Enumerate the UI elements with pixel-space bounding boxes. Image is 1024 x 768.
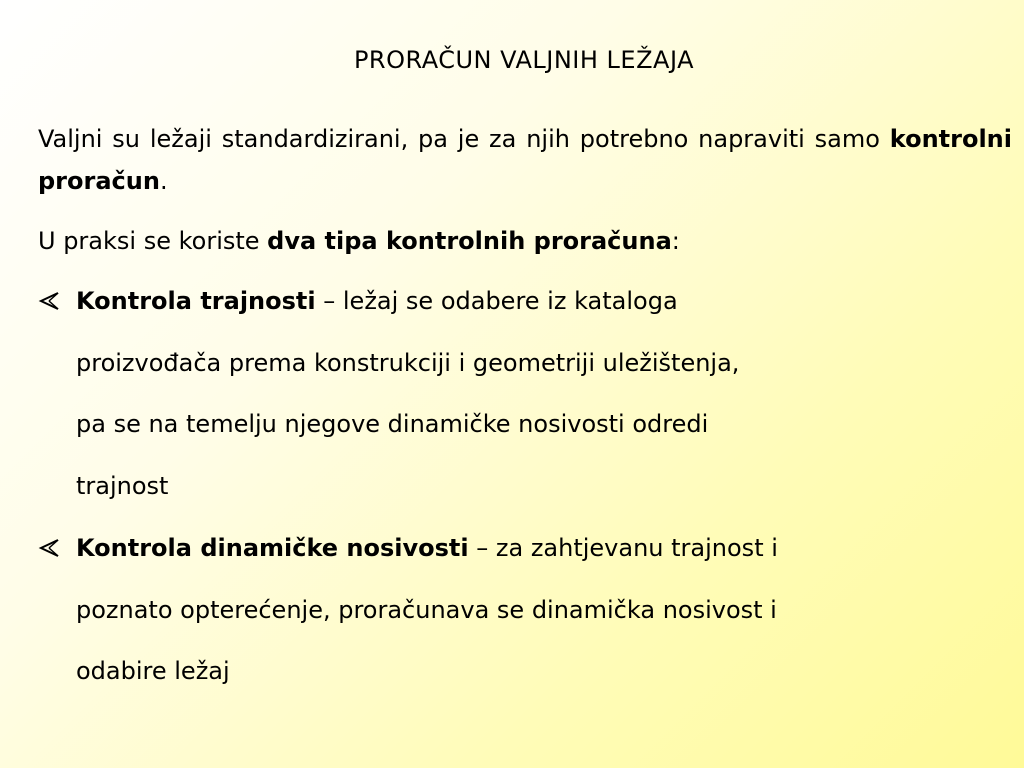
bullet-continuation-line: pa se na temelju njegove dinamičke nosivosti odredi (76, 410, 709, 438)
bullet-text: – ležaj se odabere iz kataloga (315, 287, 678, 315)
arrow-bullet-icon (38, 518, 76, 580)
types-paragraph (38, 220, 1012, 262)
bullet-durability-control (38, 271, 1012, 517)
bullet-text: – za zahtjevanu trajnost i (468, 534, 778, 562)
intro-text: Valjni su ležaji standardizirani, pa je za njih potrebno napraviti samo (38, 125, 890, 153)
bullet-line (38, 271, 1012, 333)
types-text: U praksi se koriste (38, 227, 268, 255)
bullet-dynamic-capacity-control (38, 518, 1012, 703)
bullet-line (38, 518, 1012, 580)
bullet-bold-text: Kontrola dinamičke nosivosti (76, 534, 469, 562)
bullet-bold-text: Kontrola trajnosti (76, 287, 316, 315)
intro-bold-text: kontrolni proračun (38, 125, 1012, 195)
intro-paragraph (38, 118, 1012, 202)
bullet-continuation-line: odabire ležaj (76, 657, 230, 685)
slide-title: PRORAČUN VALJNIH LEŽAJA (353, 46, 695, 74)
intro-end: . (159, 167, 168, 195)
arrow-bullet-icon (38, 271, 76, 333)
bullet-continuation-line: trajnost (76, 471, 169, 500)
bullet-continuation-line: proizvođača prema konstrukciji i geometriji uležištenja, (76, 348, 740, 377)
bullet-continuation-line: poznato opterećenje, proračunava se dinamička nosivost i (76, 595, 777, 624)
types-bold-text: dva tipa kontrolnih proračuna (267, 227, 672, 255)
types-end: : (671, 227, 680, 255)
